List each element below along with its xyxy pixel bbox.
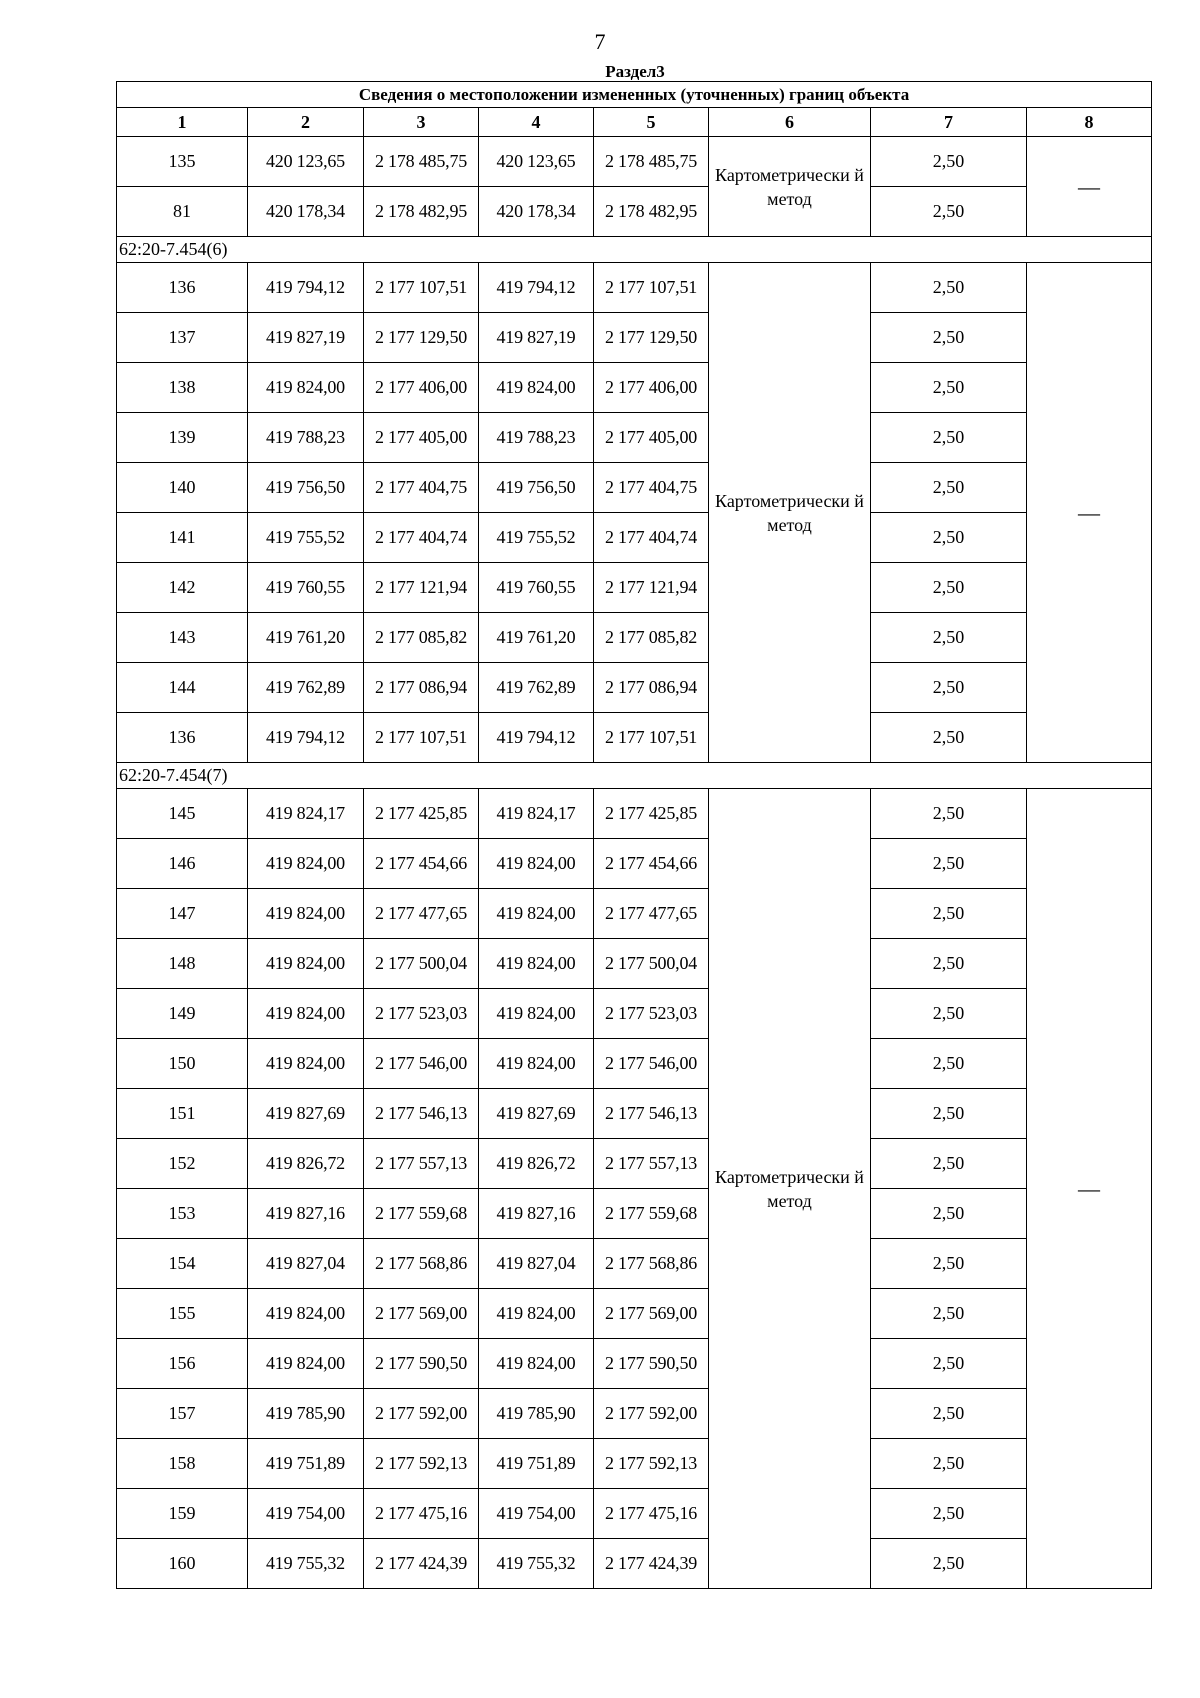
table-row bbox=[117, 889, 1152, 939]
table-caption: Сведения о местоположении измененных (уточненных) границ объекта bbox=[117, 82, 1152, 108]
accuracy-value: 2,50 bbox=[871, 1489, 1027, 1539]
y-coordinate-refined: 2 177 406,00 bbox=[594, 363, 709, 413]
y-coordinate: 2 177 475,16 bbox=[364, 1489, 479, 1539]
table-row bbox=[117, 1339, 1152, 1389]
y-coordinate: 2 177 404,74 bbox=[364, 513, 479, 563]
point-number: 158 bbox=[117, 1439, 248, 1489]
y-coordinate: 2 177 107,51 bbox=[364, 713, 479, 763]
x-coordinate: 419 824,00 bbox=[248, 1039, 364, 1089]
accuracy-value: 2,50 bbox=[871, 1389, 1027, 1439]
y-coordinate: 2 177 546,00 bbox=[364, 1039, 479, 1089]
y-coordinate-refined: 2 177 085,82 bbox=[594, 613, 709, 663]
table-row bbox=[117, 1439, 1152, 1489]
accuracy-value: 2,50 bbox=[871, 513, 1027, 563]
table-row bbox=[117, 613, 1152, 663]
table-row bbox=[117, 1039, 1152, 1089]
x-coordinate: 419 794,12 bbox=[248, 713, 364, 763]
column-number: 6 bbox=[709, 108, 871, 137]
accuracy-value: 2,50 bbox=[871, 263, 1027, 313]
x-coordinate: 419 756,50 bbox=[248, 463, 364, 513]
y-coordinate-refined: 2 177 454,66 bbox=[594, 839, 709, 889]
accuracy-value: 2,50 bbox=[871, 313, 1027, 363]
x-coordinate: 419 785,90 bbox=[248, 1389, 364, 1439]
y-coordinate-refined: 2 177 107,51 bbox=[594, 263, 709, 313]
x-coordinate-refined: 419 751,89 bbox=[479, 1439, 594, 1489]
x-coordinate: 419 762,89 bbox=[248, 663, 364, 713]
point-number: 150 bbox=[117, 1039, 248, 1089]
y-coordinate-refined: 2 177 568,86 bbox=[594, 1239, 709, 1289]
point-number: 136 bbox=[117, 713, 248, 763]
x-coordinate: 419 827,19 bbox=[248, 313, 364, 363]
table-row bbox=[117, 563, 1152, 613]
point-number: 146 bbox=[117, 839, 248, 889]
y-coordinate-refined: 2 177 425,85 bbox=[594, 789, 709, 839]
x-coordinate-refined: 419 824,00 bbox=[479, 939, 594, 989]
table-row bbox=[117, 263, 1152, 313]
table-row bbox=[117, 413, 1152, 463]
x-coordinate: 419 827,04 bbox=[248, 1239, 364, 1289]
y-coordinate-refined: 2 178 485,75 bbox=[594, 137, 709, 187]
x-coordinate-refined: 419 754,00 bbox=[479, 1489, 594, 1539]
y-coordinate-refined: 2 177 086,94 bbox=[594, 663, 709, 713]
accuracy-value: 2,50 bbox=[871, 1189, 1027, 1239]
x-coordinate: 420 178,34 bbox=[248, 187, 364, 237]
boundary-coordinates-table bbox=[116, 81, 1152, 1589]
x-coordinate: 419 824,17 bbox=[248, 789, 364, 839]
x-coordinate-refined: 419 762,89 bbox=[479, 663, 594, 713]
y-coordinate-refined: 2 177 404,74 bbox=[594, 513, 709, 563]
table-row bbox=[117, 313, 1152, 363]
x-coordinate: 419 788,23 bbox=[248, 413, 364, 463]
accuracy-value: 2,50 bbox=[871, 1239, 1027, 1289]
x-coordinate: 419 824,00 bbox=[248, 939, 364, 989]
point-number: 147 bbox=[117, 889, 248, 939]
point-number: 160 bbox=[117, 1539, 248, 1589]
table-row bbox=[117, 363, 1152, 413]
y-coordinate: 2 177 477,65 bbox=[364, 889, 479, 939]
x-coordinate-refined: 419 824,00 bbox=[479, 839, 594, 889]
dash-cell: — bbox=[1027, 263, 1152, 763]
accuracy-value: 2,50 bbox=[871, 1439, 1027, 1489]
y-coordinate: 2 177 523,03 bbox=[364, 989, 479, 1039]
y-coordinate-refined: 2 177 592,13 bbox=[594, 1439, 709, 1489]
y-coordinate: 2 177 406,00 bbox=[364, 363, 479, 413]
x-coordinate: 419 751,89 bbox=[248, 1439, 364, 1489]
x-coordinate: 419 824,00 bbox=[248, 889, 364, 939]
y-coordinate-refined: 2 177 500,04 bbox=[594, 939, 709, 989]
table-row bbox=[117, 1389, 1152, 1439]
table-row bbox=[117, 713, 1152, 763]
y-coordinate-refined: 2 177 559,68 bbox=[594, 1189, 709, 1239]
point-number: 159 bbox=[117, 1489, 248, 1539]
x-coordinate-refined: 419 827,16 bbox=[479, 1189, 594, 1239]
point-number: 148 bbox=[117, 939, 248, 989]
y-coordinate: 2 177 121,94 bbox=[364, 563, 479, 613]
point-number: 143 bbox=[117, 613, 248, 663]
point-number: 157 bbox=[117, 1389, 248, 1439]
x-coordinate-refined: 419 826,72 bbox=[479, 1139, 594, 1189]
x-coordinate-refined: 420 178,34 bbox=[479, 187, 594, 237]
point-number: 142 bbox=[117, 563, 248, 613]
y-coordinate-refined: 2 177 405,00 bbox=[594, 413, 709, 463]
x-coordinate: 419 761,20 bbox=[248, 613, 364, 663]
x-coordinate-refined: 419 794,12 bbox=[479, 713, 594, 763]
table-row bbox=[117, 839, 1152, 889]
y-coordinate-refined: 2 177 477,65 bbox=[594, 889, 709, 939]
y-coordinate: 2 177 500,04 bbox=[364, 939, 479, 989]
column-number-row bbox=[117, 108, 1152, 137]
accuracy-value: 2,50 bbox=[871, 789, 1027, 839]
y-coordinate-refined: 2 177 523,03 bbox=[594, 989, 709, 1039]
x-coordinate: 419 824,00 bbox=[248, 839, 364, 889]
table-row bbox=[117, 989, 1152, 1039]
table-row bbox=[117, 513, 1152, 563]
x-coordinate-refined: 419 827,19 bbox=[479, 313, 594, 363]
column-number: 7 bbox=[871, 108, 1027, 137]
x-coordinate-refined: 419 755,32 bbox=[479, 1539, 594, 1589]
accuracy-value: 2,50 bbox=[871, 889, 1027, 939]
x-coordinate: 420 123,65 bbox=[248, 137, 364, 187]
x-coordinate: 419 824,00 bbox=[248, 1339, 364, 1389]
accuracy-value: 2,50 bbox=[871, 563, 1027, 613]
x-coordinate: 419 755,32 bbox=[248, 1539, 364, 1589]
dash-cell: — bbox=[1027, 137, 1152, 237]
x-coordinate: 419 794,12 bbox=[248, 263, 364, 313]
x-coordinate-refined: 419 827,69 bbox=[479, 1089, 594, 1139]
table-row bbox=[117, 939, 1152, 989]
group-label-row bbox=[117, 237, 1152, 263]
accuracy-value: 2,50 bbox=[871, 839, 1027, 889]
table-row bbox=[117, 187, 1152, 237]
x-coordinate: 419 827,69 bbox=[248, 1089, 364, 1139]
y-coordinate: 2 177 424,39 bbox=[364, 1539, 479, 1589]
x-coordinate-refined: 419 824,00 bbox=[479, 1289, 594, 1339]
point-number: 135 bbox=[117, 137, 248, 187]
x-coordinate-refined: 420 123,65 bbox=[479, 137, 594, 187]
y-coordinate: 2 177 107,51 bbox=[364, 263, 479, 313]
y-coordinate-refined: 2 177 546,13 bbox=[594, 1089, 709, 1139]
accuracy-value: 2,50 bbox=[871, 1039, 1027, 1089]
y-coordinate: 2 178 485,75 bbox=[364, 137, 479, 187]
x-coordinate-refined: 419 760,55 bbox=[479, 563, 594, 613]
point-number: 138 bbox=[117, 363, 248, 413]
y-coordinate-refined: 2 177 129,50 bbox=[594, 313, 709, 363]
x-coordinate: 419 755,52 bbox=[248, 513, 364, 563]
accuracy-value: 2,50 bbox=[871, 713, 1027, 763]
column-number: 3 bbox=[364, 108, 479, 137]
accuracy-value: 2,50 bbox=[871, 1089, 1027, 1139]
y-coordinate-refined: 2 177 475,16 bbox=[594, 1489, 709, 1539]
accuracy-value: 2,50 bbox=[871, 613, 1027, 663]
table-row bbox=[117, 1139, 1152, 1189]
y-coordinate: 2 177 557,13 bbox=[364, 1139, 479, 1189]
x-coordinate-refined: 419 824,00 bbox=[479, 363, 594, 413]
y-coordinate: 2 177 590,50 bbox=[364, 1339, 479, 1389]
y-coordinate: 2 177 546,13 bbox=[364, 1089, 479, 1139]
table-row bbox=[117, 789, 1152, 839]
section-title: Раздел3 bbox=[605, 62, 665, 81]
y-coordinate-refined: 2 177 557,13 bbox=[594, 1139, 709, 1189]
group-label: 62:20-7.454(7) bbox=[117, 763, 1152, 789]
accuracy-value: 2,50 bbox=[871, 1339, 1027, 1389]
point-number: 140 bbox=[117, 463, 248, 513]
column-number: 1 bbox=[117, 108, 248, 137]
accuracy-value: 2,50 bbox=[871, 1539, 1027, 1589]
y-coordinate: 2 177 592,13 bbox=[364, 1439, 479, 1489]
y-coordinate-refined: 2 177 569,00 bbox=[594, 1289, 709, 1339]
y-coordinate-refined: 2 177 590,50 bbox=[594, 1339, 709, 1389]
y-coordinate: 2 178 482,95 bbox=[364, 187, 479, 237]
accuracy-value: 2,50 bbox=[871, 363, 1027, 413]
point-number: 145 bbox=[117, 789, 248, 839]
x-coordinate: 419 754,00 bbox=[248, 1489, 364, 1539]
point-number: 152 bbox=[117, 1139, 248, 1189]
x-coordinate: 419 827,16 bbox=[248, 1189, 364, 1239]
page-number: 7 bbox=[594, 29, 606, 54]
x-coordinate-refined: 419 827,04 bbox=[479, 1239, 594, 1289]
table-row bbox=[117, 463, 1152, 513]
accuracy-value: 2,50 bbox=[871, 187, 1027, 237]
x-coordinate-refined: 419 785,90 bbox=[479, 1389, 594, 1439]
table-row bbox=[117, 137, 1152, 187]
table-row bbox=[117, 1289, 1152, 1339]
accuracy-value: 2,50 bbox=[871, 137, 1027, 187]
y-coordinate: 2 177 425,85 bbox=[364, 789, 479, 839]
x-coordinate-refined: 419 824,17 bbox=[479, 789, 594, 839]
x-coordinate-refined: 419 824,00 bbox=[479, 889, 594, 939]
point-number: 137 bbox=[117, 313, 248, 363]
y-coordinate: 2 177 085,82 bbox=[364, 613, 479, 663]
point-number: 141 bbox=[117, 513, 248, 563]
column-number: 5 bbox=[594, 108, 709, 137]
y-coordinate-refined: 2 177 424,39 bbox=[594, 1539, 709, 1589]
point-number: 139 bbox=[117, 413, 248, 463]
point-number: 154 bbox=[117, 1239, 248, 1289]
column-number: 2 bbox=[248, 108, 364, 137]
x-coordinate: 419 824,00 bbox=[248, 363, 364, 413]
y-coordinate: 2 177 405,00 bbox=[364, 413, 479, 463]
point-number: 155 bbox=[117, 1289, 248, 1339]
accuracy-value: 2,50 bbox=[871, 463, 1027, 513]
point-number: 144 bbox=[117, 663, 248, 713]
y-coordinate-refined: 2 177 121,94 bbox=[594, 563, 709, 613]
table-row bbox=[117, 1189, 1152, 1239]
method-cell: Картометрически й метод bbox=[709, 137, 871, 237]
accuracy-value: 2,50 bbox=[871, 413, 1027, 463]
point-number: 136 bbox=[117, 263, 248, 313]
x-coordinate-refined: 419 755,52 bbox=[479, 513, 594, 563]
y-coordinate-refined: 2 177 592,00 bbox=[594, 1389, 709, 1439]
table-row bbox=[117, 1489, 1152, 1539]
point-number: 81 bbox=[117, 187, 248, 237]
x-coordinate: 419 824,00 bbox=[248, 1289, 364, 1339]
method-cell: Картометрически й метод bbox=[709, 789, 871, 1589]
x-coordinate-refined: 419 824,00 bbox=[479, 989, 594, 1039]
column-number: 8 bbox=[1027, 108, 1152, 137]
accuracy-value: 2,50 bbox=[871, 939, 1027, 989]
table-caption-row bbox=[117, 82, 1152, 108]
y-coordinate: 2 177 404,75 bbox=[364, 463, 479, 513]
point-number: 151 bbox=[117, 1089, 248, 1139]
table-row bbox=[117, 663, 1152, 713]
y-coordinate-refined: 2 177 546,00 bbox=[594, 1039, 709, 1089]
method-cell: Картометрически й метод bbox=[709, 263, 871, 763]
y-coordinate: 2 177 129,50 bbox=[364, 313, 479, 363]
point-number: 156 bbox=[117, 1339, 248, 1389]
y-coordinate: 2 177 086,94 bbox=[364, 663, 479, 713]
column-number: 4 bbox=[479, 108, 594, 137]
x-coordinate: 419 824,00 bbox=[248, 989, 364, 1039]
table-row bbox=[117, 1539, 1152, 1589]
y-coordinate: 2 177 454,66 bbox=[364, 839, 479, 889]
x-coordinate-refined: 419 824,00 bbox=[479, 1039, 594, 1089]
accuracy-value: 2,50 bbox=[871, 1139, 1027, 1189]
x-coordinate-refined: 419 761,20 bbox=[479, 613, 594, 663]
y-coordinate-refined: 2 178 482,95 bbox=[594, 187, 709, 237]
y-coordinate: 2 177 592,00 bbox=[364, 1389, 479, 1439]
y-coordinate-refined: 2 177 107,51 bbox=[594, 713, 709, 763]
accuracy-value: 2,50 bbox=[871, 1289, 1027, 1339]
x-coordinate: 419 760,55 bbox=[248, 563, 364, 613]
dash-cell: — bbox=[1027, 789, 1152, 1589]
x-coordinate-refined: 419 756,50 bbox=[479, 463, 594, 513]
point-number: 149 bbox=[117, 989, 248, 1039]
group-label-row bbox=[117, 763, 1152, 789]
table-row bbox=[117, 1089, 1152, 1139]
y-coordinate-refined: 2 177 404,75 bbox=[594, 463, 709, 513]
point-number: 153 bbox=[117, 1189, 248, 1239]
y-coordinate: 2 177 559,68 bbox=[364, 1189, 479, 1239]
table-row bbox=[117, 1239, 1152, 1289]
accuracy-value: 2,50 bbox=[871, 663, 1027, 713]
x-coordinate: 419 826,72 bbox=[248, 1139, 364, 1189]
x-coordinate-refined: 419 794,12 bbox=[479, 263, 594, 313]
x-coordinate-refined: 419 824,00 bbox=[479, 1339, 594, 1389]
group-label: 62:20-7.454(6) bbox=[117, 237, 1152, 263]
accuracy-value: 2,50 bbox=[871, 989, 1027, 1039]
x-coordinate-refined: 419 788,23 bbox=[479, 413, 594, 463]
y-coordinate: 2 177 569,00 bbox=[364, 1289, 479, 1339]
y-coordinate: 2 177 568,86 bbox=[364, 1239, 479, 1289]
